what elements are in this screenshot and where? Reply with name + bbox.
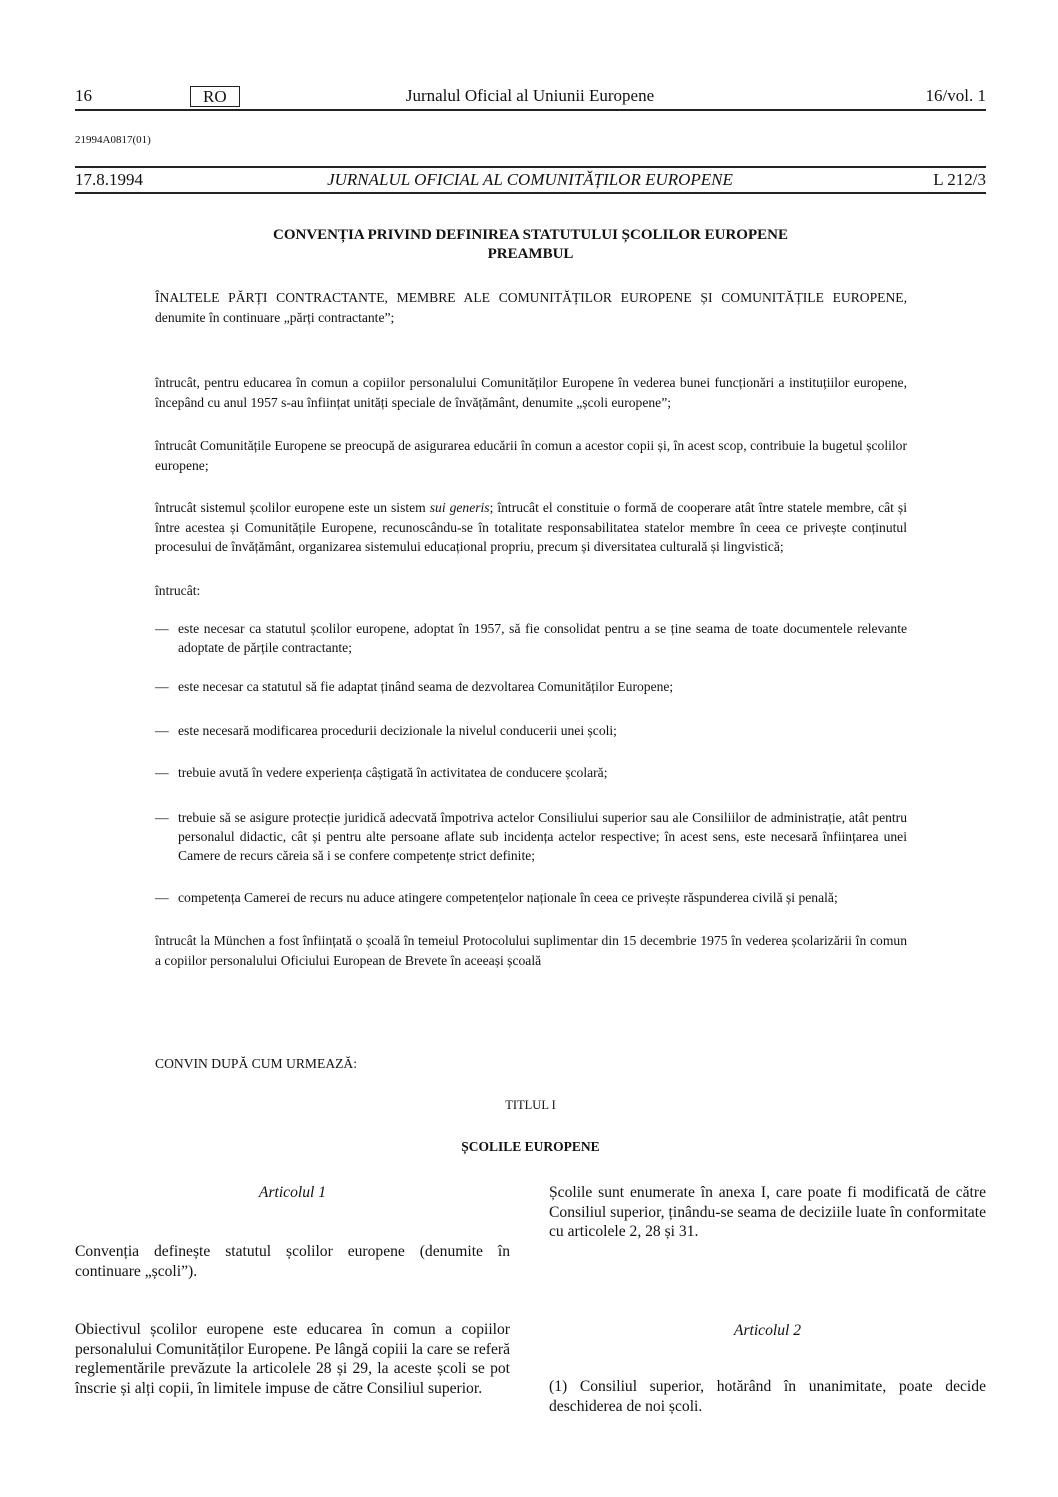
paragraph: Obiectivul școlilor europene este educarea în comun a copiilor personalului Comunităților Europene. Pe lângă copiii la care se referă reglementările prevăzute la articolele 28 și 29, la aceste școli se pot înscrie și alți copii, în limitele impuse de către Consiliul superior. xyxy=(75,1321,510,1397)
text: ; întrucât el constituie o formă de cooperare atât între statele membre, cât și între acestea și Comunitățile Europene, recunoscându-se în totalitate responsabilitatea statelor membre în ceea ce privește conținutul procesului de învățământ, organizarea sistemului educațional propriu, precum și diversitatea culturală și lingvistică; xyxy=(155,500,907,554)
original-date: 17.8.1994 xyxy=(75,170,143,189)
document-subtitle: PREAMBUL xyxy=(487,246,574,262)
dash: — xyxy=(155,621,169,636)
bullet-item xyxy=(155,721,907,740)
article-heading: Articolul 1 xyxy=(258,1184,327,1201)
language-badge: RO xyxy=(190,86,240,107)
paragraph xyxy=(155,498,907,557)
text: este necesar ca statutul școlilor europene, adoptat în 1957, să fie consolidat pentru a se ține seama de toate documentele relevante adoptate de părțile contractante; xyxy=(178,621,907,655)
document-code: 21994A0817(01) xyxy=(75,134,151,146)
rule xyxy=(75,166,986,168)
journal-title: Jurnalul Oficial al Uniunii Europene xyxy=(405,86,655,105)
text: întrucât sistemul școlilor europene este un sistem xyxy=(155,500,426,515)
bullet-item xyxy=(155,808,907,865)
agreement-line: CONVIN DUPĂ CUM URMEAZĂ: xyxy=(155,1056,358,1071)
article-heading: Articolul 2 xyxy=(733,1322,802,1339)
original-journal: JURNALUL OFICIAL AL COMUNITĂȚILOR EUROPENE xyxy=(327,170,733,189)
bullet-item xyxy=(155,619,907,657)
dash: — xyxy=(155,890,169,905)
title-number: TITLUL I xyxy=(505,1098,556,1112)
text: competența Camerei de recurs nu aduce atingere competențelor naționale în ceea ce privește răspunderea civilă și penală; xyxy=(178,890,838,905)
paragraph: Convenția definește statutul școlilor europene (denumite în continuare „școli”). xyxy=(75,1243,510,1280)
paragraph: întrucât, pentru educarea în comun a copiilor personalului Comunităților Europene în vederea bunei funcționări a instituțiilor europene, începând cu anul 1957 s-au înființat unități speciale de învățământ, denumite „școli europene”; xyxy=(155,375,907,410)
text: este necesară modificarea procedurii decizionale la nivelul conducerii unei școli; xyxy=(178,723,617,738)
dash: — xyxy=(155,679,169,694)
rule xyxy=(75,192,986,194)
dash: — xyxy=(155,723,169,738)
page-number: 16 xyxy=(75,86,92,105)
paragraph: ÎNALTELE PĂRȚI CONTRACTANTE, MEMBRE ALE COMUNITĂȚILOR EUROPENE ȘI COMUNITĂȚILE EUROPENE, denumite în continuare „părți contractante”; xyxy=(155,290,907,325)
title-name: ȘCOLILE EUROPENE xyxy=(461,1139,600,1154)
bullet-item xyxy=(155,677,907,696)
paragraph: întrucât Comunitățile Europene se preocupă de asigurarea educării în comun a acestor copii și, în acest scop, contribuie la bugetul școlilor europene; xyxy=(155,438,907,473)
text: este necesar ca statutul să fie adaptat ținând seama de dezvoltarea Comunităților Europene; xyxy=(178,679,674,694)
paragraph: întrucât la München a fost înființată o școală în temeiul Protocolului suplimentar din 15 decembrie 1975 în vederea școlarizării în comun a copiilor personalului Oficiului European de Brevete în aceeași școală xyxy=(155,933,907,968)
original-ref: L 212/3 xyxy=(933,170,986,189)
volume: 16/vol. 1 xyxy=(925,86,986,105)
dash: — xyxy=(155,810,169,825)
paragraph: (1) Consiliul superior, hotărând în unanimitate, poate decide deschiderea de noi școli. xyxy=(549,1378,986,1415)
text: trebuie avută în vedere experiența câștigată în activitatea de conducere școlară; xyxy=(178,765,608,780)
bullet-item xyxy=(155,888,907,907)
paragraph: întrucât: xyxy=(155,583,201,598)
header-rule xyxy=(75,109,986,111)
dash: — xyxy=(155,765,169,780)
italic-text: sui generis xyxy=(429,500,490,515)
text: trebuie să se asigure protecție juridică adecvată împotriva actelor Consiliului superior sau ale Consiliilor de administrație, atât pentru personalul didactic, cât și pentru alte persoane aflate sub incidența actelor respective; în acest sens, este necesară înființarea unei Camere de recurs căreia să i se confere competențe strict definite; xyxy=(178,810,907,863)
bullet-item xyxy=(155,763,907,782)
document-title: CONVENȚIA PRIVIND DEFINIREA STATUTULUI ȘCOLILOR EUROPENE xyxy=(273,227,788,243)
paragraph: Școlile sunt enumerate în anexa I, care poate fi modificată de către Consiliul superior, ținându-se seama de deciziile luate în conformitate cu articolele 2, 28 și 31. xyxy=(549,1184,986,1240)
